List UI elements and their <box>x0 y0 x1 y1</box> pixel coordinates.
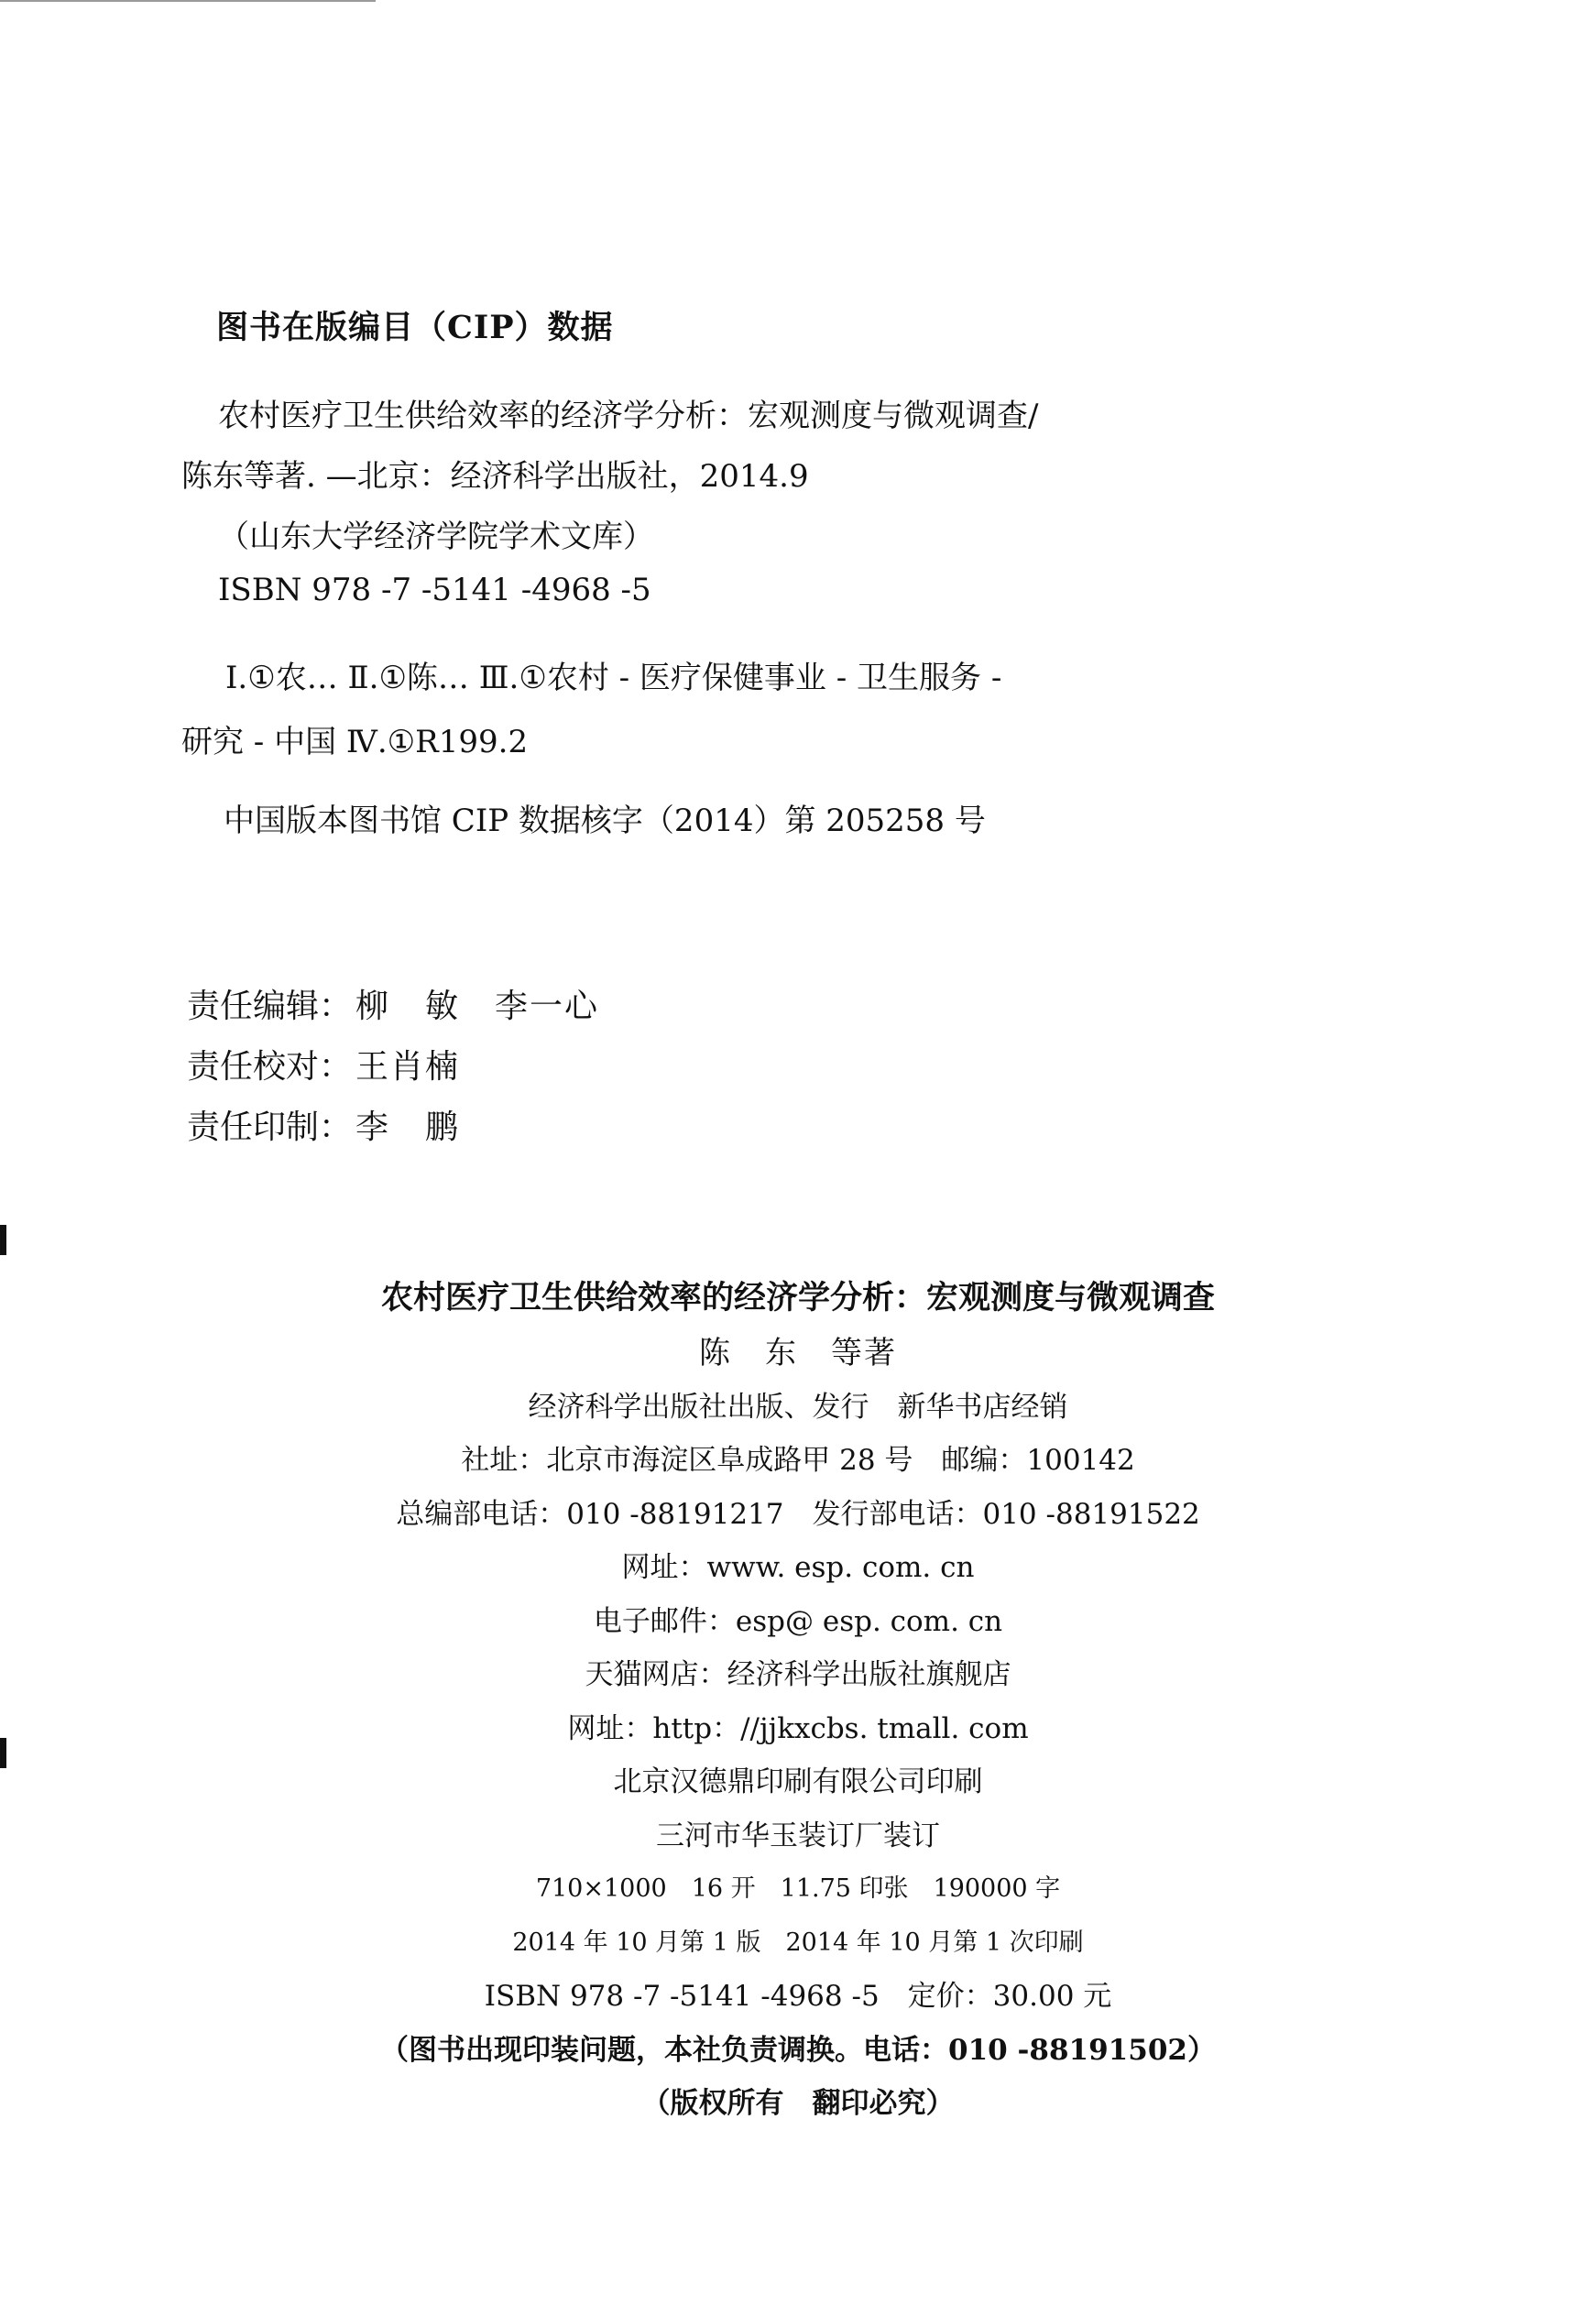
colophon-isbn-price: ISBN 978 -7 -5141 -4968 -5 定价：30.00 元 <box>484 1980 1112 2013</box>
staff-role: 责任印制： <box>187 1109 353 1146</box>
colophon-specs: 710×1000 16 开 11.75 印张 190000 字 <box>535 1874 1061 1903</box>
cip-subject-line: Ⅰ.①农… Ⅱ.①陈… Ⅲ.①农村 - 医疗保健事业 - 卫生服务 - <box>225 660 1002 696</box>
colophon-online-store: 天猫网店：经济科学出版社旗舰店 <box>585 1658 1011 1691</box>
scan-edge-mark <box>0 1225 6 1255</box>
colophon-phones: 总编部电话：010 -88191217 发行部电话：010 -88191522 <box>396 1497 1200 1531</box>
cip-classification-line: 研究 - 中国 Ⅳ.①R199.2 <box>181 724 529 760</box>
colophon-binder: 三河市华玉装订厂装订 <box>656 1819 940 1852</box>
colophon-store-url: 网址：http：//jjkxcbs. tmall. com <box>567 1711 1029 1745</box>
staff-role: 责任校对： <box>187 1048 353 1086</box>
colophon-rights: （版权所有 翻印必究） <box>641 2087 955 2120</box>
cip-isbn-line: ISBN 978 -7 -5141 -4968 -5 <box>218 572 651 608</box>
colophon-title: 农村医疗卫生供给效率的经济学分析：宏观测度与微观调查 <box>380 1279 1215 1316</box>
cip-series-line: （山东大学经济学院学术文库） <box>218 519 654 555</box>
colophon-email: 电子邮件：esp@ esp. com. cn <box>593 1604 1003 1638</box>
top-rule <box>0 0 376 2</box>
colophon-printer: 北京汉德鼎印刷有限公司印刷 <box>613 1765 983 1798</box>
colophon-publisher: 经济科学出版社出版、发行 新华书店经销 <box>528 1390 1068 1424</box>
colophon-author: 陈 东 等著 <box>699 1335 897 1371</box>
staff-editor <box>187 980 599 1027</box>
staff-name: 王肖楠 <box>355 1048 461 1086</box>
cip-heading: 图书在版编目（CIP）数据 <box>216 309 614 346</box>
colophon-edition: 2014 年 10 月第 1 版 2014 年 10 月第 1 次印刷 <box>512 1928 1084 1957</box>
staff-printing-supervisor <box>187 1101 460 1148</box>
colophon <box>0 1270 1596 2131</box>
cip-title-line: 农村医疗卫生供给效率的经济学分析：宏观测度与微观调查/ <box>218 398 1039 434</box>
staff-proofreader <box>187 1041 460 1087</box>
cip-author-line: 陈东等著. —北京：经济科学出版社，2014.9 <box>181 458 809 495</box>
staff-name: 李 鹏 <box>355 1109 461 1146</box>
cip-record-number: 中国版本图书馆 CIP 数据核字（2014）第 205258 号 <box>224 803 986 839</box>
staff-name: 柳 敏 李一心 <box>355 988 600 1025</box>
staff-role: 责任编辑： <box>187 988 353 1025</box>
colophon-address: 社址：北京市海淀区阜成路甲 28 号 邮编：100142 <box>461 1444 1135 1477</box>
colophon-notice: （图书出现印装问题，本社负责调换。电话：010 -88191502） <box>380 2033 1216 2067</box>
colophon-website: 网址：www. esp. com. cn <box>621 1551 975 1584</box>
